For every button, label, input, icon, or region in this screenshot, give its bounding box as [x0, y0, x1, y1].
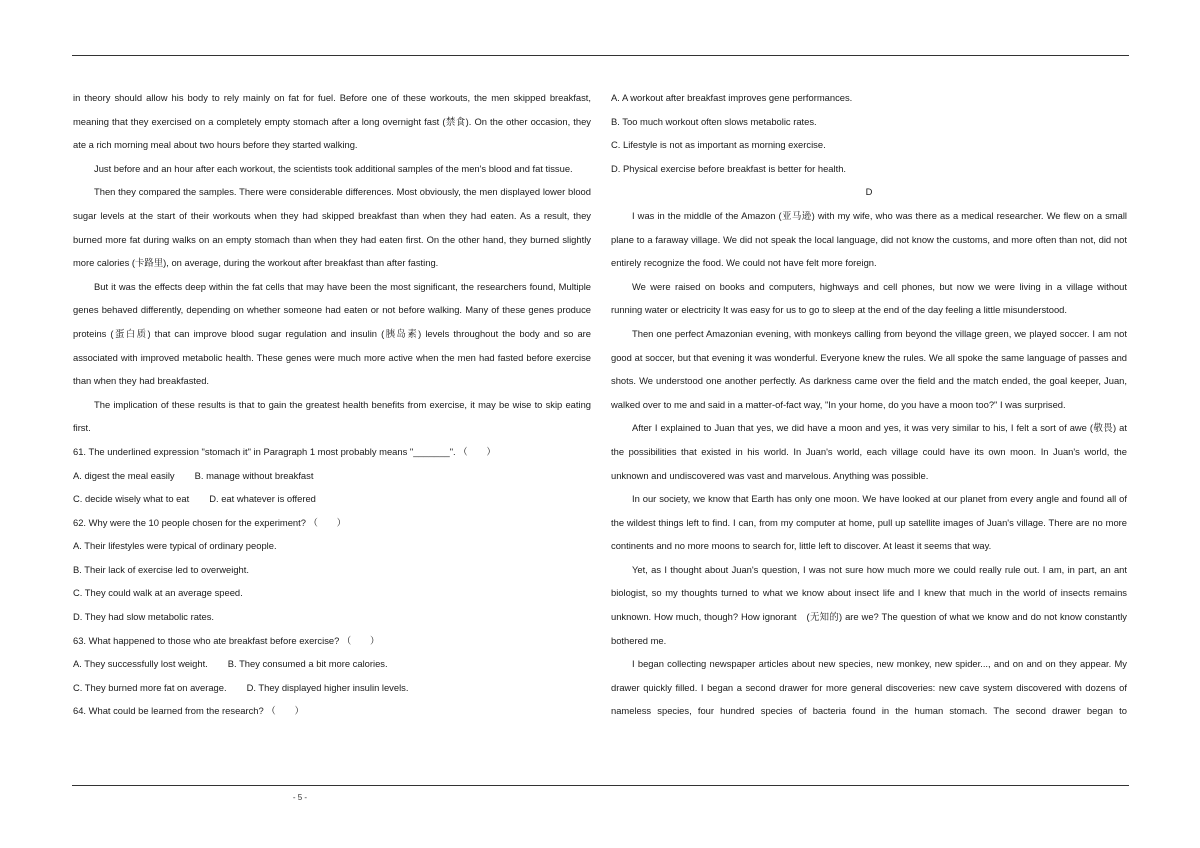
question-63-options-cd — [73, 676, 591, 700]
paragraph: In our society, we know that Earth has only one moon. We have looked at our planet from every angle and found all of the wildest things left to find. I can, from my computer at home, pull up satellite images of Juan's village. There are no more continents and no more moons to search for, little left to discover. At least it seems that way. — [611, 493, 1127, 552]
footer-rule — [72, 785, 1129, 786]
paragraph: I began collecting newspaper articles about new species, new monkey, new spider..., and on and on they appear. My drawer quickly filled. I began a second drawer for more general discoveries: new cave system discovered with dozens of nameless species, four hundred species of bacteria found in the human stomach. The second drawer began to — [611, 658, 1127, 717]
paragraph: Just before and an hour after each workout, the scientists took additional samples of the men's blood and fat tissue. — [94, 162, 573, 174]
page-number: - 5 - — [292, 793, 308, 802]
option-c: C. They burned more fat on average. — [73, 681, 227, 693]
option-c: C. decide wisely what to eat — [73, 493, 190, 505]
option-b: B. Their lack of exercise led to overweight. — [73, 563, 249, 575]
paragraph: I was in the middle of the Amazon (亚马逊) with my wife, who was there as a medical researcher. We flew on a small plane to a faraway village. We did not speak the local language, did not know the customs, and more often than not, did not entirely recognize the food. We could not have felt more foreign. — [611, 209, 1127, 269]
question-61: 61. The underlined expression "stomach it" in Paragraph 1 most probably means "_______". （ ） — [73, 445, 496, 457]
option-b: B. Too much workout often slows metabolic rates. — [611, 115, 817, 127]
option-a: A. Their lifestyles were typical of ordinary people. — [73, 540, 277, 552]
question-63: 63. What happened to those who ate breakfast before exercise? （ ） — [73, 634, 380, 646]
option-a: A. digest the meal easily — [73, 469, 175, 481]
paragraph: Yet, as I thought about Juan's question, I was not sure how much more we could really rule out. I am, in part, an ant biologist, so my thoughts turned to what we know about insect life and I knew that much in the world of insects remains unknown. How much, though? How ignorant (无知的) are we? The question of what we know and do not know constantly bothered me. — [611, 563, 1127, 646]
question-63-options-ab — [73, 652, 591, 676]
option-c: C. Lifestyle is not as important as morning exercise. — [611, 139, 826, 151]
right-column — [611, 86, 1127, 723]
paragraph: But it was the effects deep within the fat cells that may have been the most significant, the researchers found, Multiple genes behaved differently, depending on whether someone had eaten or not before walking. Many of these genes produce proteins (蛋白质) that can improve blood sugar regulation and insulin (胰岛素) levels throughout the body and so are associated with improved metabolic health. These genes were much more active when the men had fasted before exercise than when they had breakfasted. — [73, 280, 591, 387]
question-64: 64. What could be learned from the research? （ ） — [73, 705, 304, 717]
question-61-options-cd — [73, 487, 591, 511]
option-b: B. manage without breakfast — [194, 469, 314, 481]
option-d: D. eat whatever is offered — [209, 493, 316, 505]
option-a: A. A workout after breakfast improves gene performances. — [611, 92, 853, 103]
header-rule — [72, 55, 1129, 56]
paragraph: Then one perfect Amazonian evening, with monkeys calling from beyond the village green, we played soccer. I am not good at soccer, but that evening it was wonderful. Everyone knew the rules. We all spoke the same language of passes and shots. We understood one another perfectly. As darkness came over the field and the match ended, the goal keeper, Juan, walked over to me and said in a matter-of-fact way, "In your home, do you have a moon too?" I was surprised. — [611, 327, 1127, 410]
option-c: C. They could walk at an average speed. — [73, 587, 243, 599]
paragraph: After I explained to Juan that yes, we did have a moon and yes, it was very similar to his, I felt a sort of awe (敬畏) at the possibilities that existed in his world. In Juan's world, each village could have its own moon. In Juan's world, the unknown and undiscovered was vast and marvelous. Anything was possible. — [611, 422, 1127, 481]
option-d: D. They had slow metabolic rates. — [73, 611, 215, 623]
option-b: B. They consumed a bit more calories. — [227, 658, 388, 670]
option-d: D. Physical exercise before breakfast is better for health. — [611, 162, 847, 174]
paragraph: Then they compared the samples. There were considerable differences. Most obviously, the men displayed lower blood sugar levels at the start of their workouts when they had skipped breakfast than when they had eaten. As a result, they burned more fat during walks on an empty stomach than when they had eaten first. On the other hand, they burned slightly more calories (卡路里), on average, during the workout after breakfast than after fasting. — [73, 186, 591, 269]
paragraph: The implication of these results is that to gain the greatest health benefits from exercise, it may be wise to skip eating first. — [73, 398, 591, 434]
question-61-options-ab — [73, 464, 591, 488]
question-62: 62. Why were the 10 people chosen for the experiment? （ ） — [73, 516, 347, 528]
paragraph: in theory should allow his body to rely mainly on fat for fuel. Before one of these workouts, the men skipped breakfast, meaning that they exercised on a completely empty stomach after a long overnight fast (禁食). On the other occasion, they ate a rich morning meal about two hours before they started walking. — [73, 92, 591, 151]
section-label: D — [865, 186, 873, 198]
option-a: A. They successfully lost weight. — [73, 658, 208, 670]
paragraph: We were raised on books and computers, highways and cell phones, but now we were living in a village without running water or electricity It was easy for us to go to sleep at the end of the day feeling a little misunderstood. — [611, 280, 1127, 316]
left-column — [73, 86, 591, 723]
option-d: D. They displayed higher insulin levels. — [246, 681, 409, 693]
